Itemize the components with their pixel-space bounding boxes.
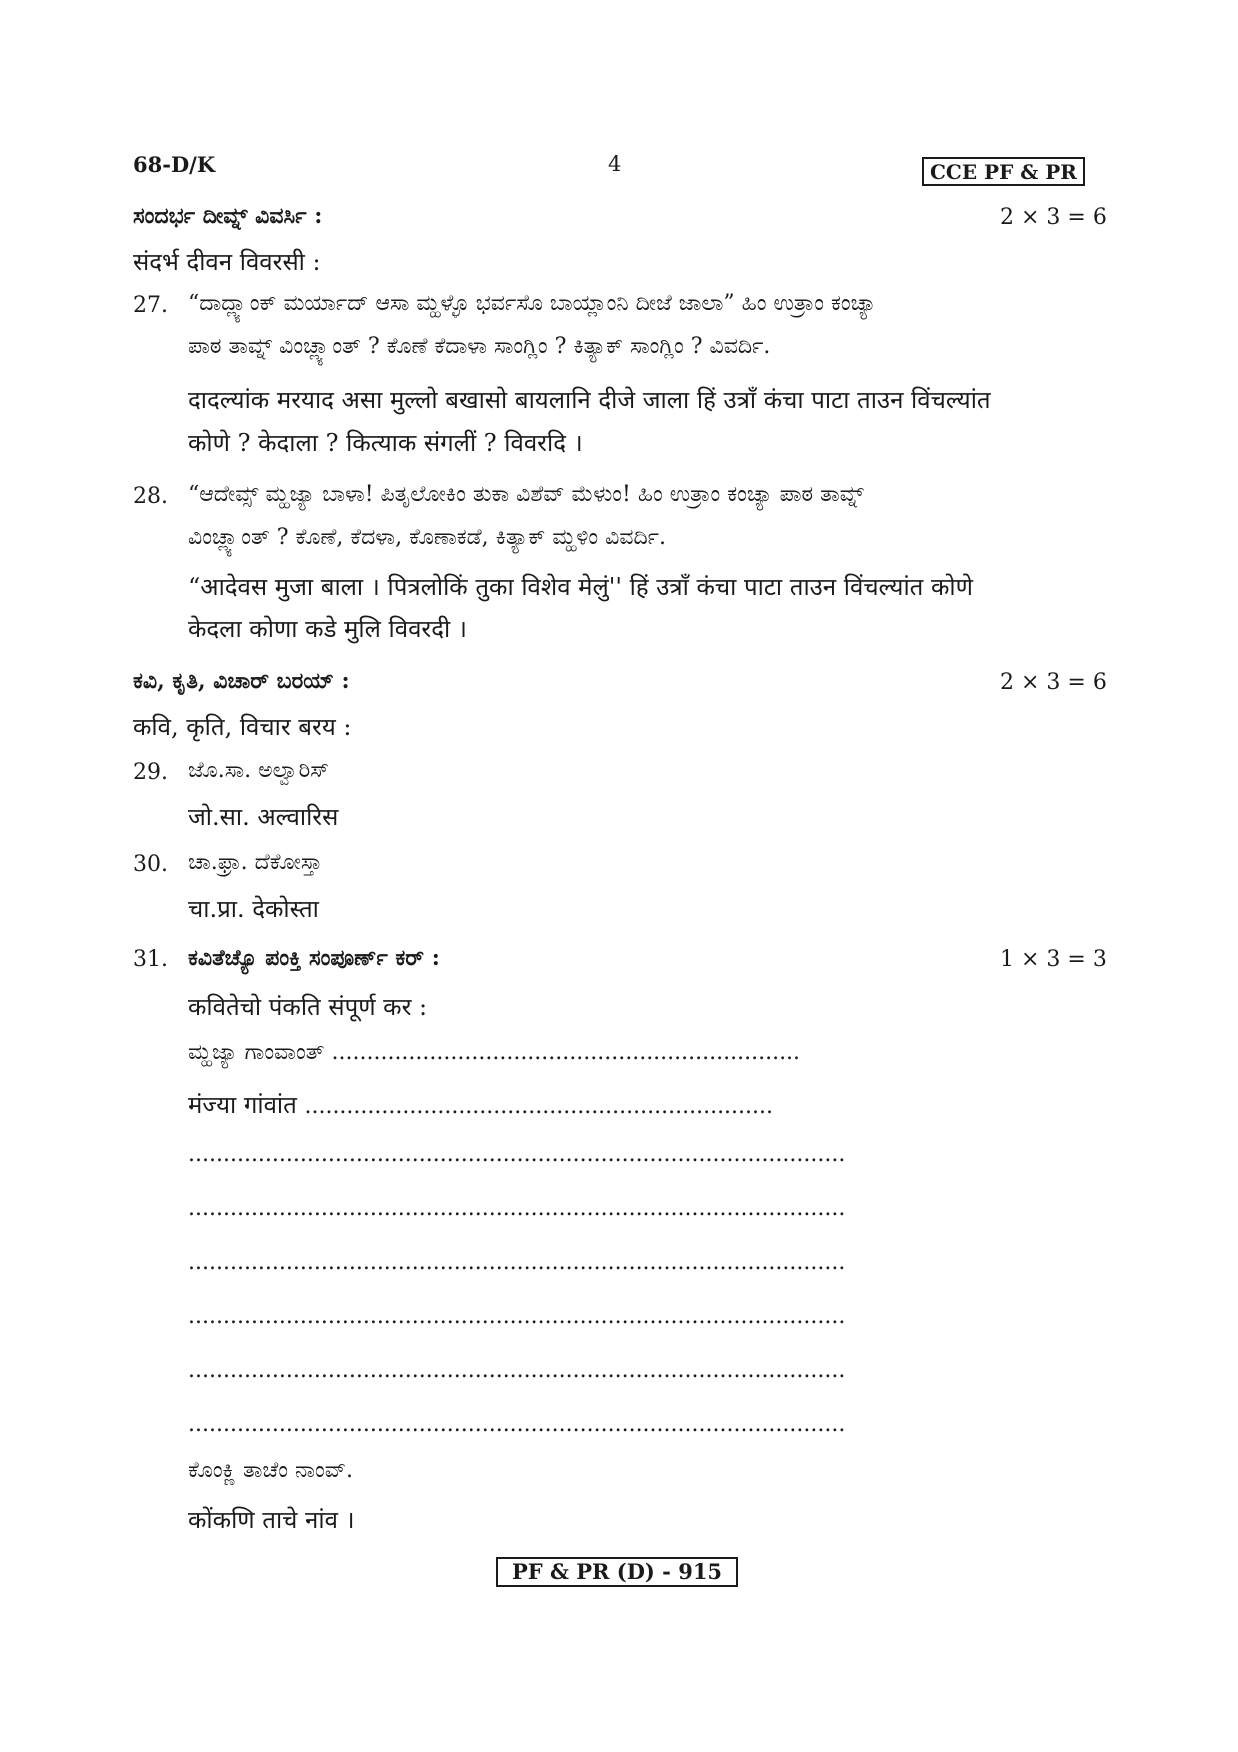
answer-blank: ...................................................................: [331, 1040, 801, 1065]
question-number: 27.: [133, 293, 168, 318]
question-number: 28.: [133, 484, 168, 509]
question-number: 29.: [133, 760, 168, 785]
question-text-kn: “ದಾದ್ಲ್ಯಾಂಕ್ ಮರ್ಯಾದ್ ಆಸಾ ಮ್ಹಳ್ಳೊ ಭರ್ವಸೊ ಬಾಯ್ಲಾಂನಿ ದೀಜೆ ಜಾಲಾ” ಹಿಂ ಉತ್ರಾಂ ಕಂಚ್ಯಾ: [188, 291, 877, 316]
question-number: 31.: [133, 947, 168, 972]
section-marks: 1 × 3 = 3: [1000, 947, 1107, 972]
page-number: 4: [608, 152, 622, 176]
section-marks: 2 × 3 = 6: [1000, 205, 1107, 230]
question-text-dev: “आदेवस मुजा बाला । पित्रलोकिं तुका विशेव मेलुं'' हिं उत्राँ कंचा पाटा ताउन विंचल्यांत कोणे: [188, 573, 973, 601]
exam-label-box: CCE PF & PR: [922, 157, 1085, 186]
answer-blank: ...................................................................: [304, 1094, 774, 1119]
question-text-dev: जो.सा. अल्वारिस: [188, 803, 339, 831]
section-heading-kn: ಸಂದರ್ಭ ದೀವ್ನ್ ವಿವರ್ಸಿ :: [133, 203, 323, 229]
section-heading-dev: कवि, कृति, विचार बरय :: [133, 713, 352, 741]
paper-code: 68-D/K: [133, 152, 216, 177]
question-text-kn: ವಿಂಚ್ಲ್ಯಾಂತ್ ? ಕೊಣೆ, ಕೆದಳಾ, ಕೊಣಾಕಡೆ, ಕಿತ್ಯಾಕ್ ಮ್ಹಳಿಂ ವಿವರ್ದಿ.: [188, 525, 667, 550]
question-text-kn: ಜೊ.ಸಾ. ಅಲ್ವಾರಿಸ್: [188, 758, 330, 783]
question-text-dev: कोणे ? केदाला ? कित्याक संगलीं ? विवरदि ।: [188, 429, 583, 457]
answer-blank: ..............................................................................................: [188, 1142, 846, 1167]
poem-line-text: ಮ್ಹಜ್ಯಾ ಗಾಂವಾಂತ್: [188, 1040, 325, 1065]
question-text-dev: दादल्यांक मरयाद असा मुल्लो बखासो बायलानि दीजे जाला हिं उत्राँ कंचा पाटा ताउन विंचल्यांत: [188, 386, 991, 414]
footer-code-box: PF & PR (D) - 915: [496, 1557, 738, 1587]
question-number: 30.: [133, 852, 168, 877]
section-heading-kn: ಕವಿತೆಚ್ಯೊ ಪಂಕ್ತಿ ಸಂಪೂರ್ಣ್ ಕರ್ :: [188, 945, 440, 971]
question-text-kn: ಪಾಠ ತಾವ್ನ್ ವಿಂಚ್ಲ್ಯಾಂತ್ ? ಕೊಣೆ ಕೆದಾಳಾ ಸಾಂಗ್ಲಿಂ ? ಕಿತ್ಯಾಕ್ ಸಾಂಗ್ಲಿಂ ? ವಿವರ್ದಿ.: [188, 334, 771, 359]
poem-end-kn: ಕೊಂಕ್ಣಿ ತಾಚೆಂ ನಾಂವ್.: [188, 1458, 354, 1483]
question-text-kn: ಚಾ.ಫ್ರಾ. ದೆಕೋಸ್ತಾ: [188, 850, 323, 875]
answer-blank: ..............................................................................................: [188, 1196, 846, 1221]
poem-line-dev: [188, 1088, 773, 1121]
section-marks: 2 × 3 = 6: [1000, 670, 1107, 695]
section-heading-dev: संदर्भ दीवन विवरसी :: [133, 248, 321, 276]
poem-end-dev: कोंकणि ताचे नांव ।: [188, 1506, 355, 1534]
poem-line-text: मंज्या गांवांत: [188, 1091, 297, 1119]
question-text-kn: “ಆದೇವ್ಸ್ ಮ್ಹಜ್ಯಾ ಬಾಳಾ! ಪಿತೃಲೋಕಿಂ ತುಕಾ ವಿಶೆವ್ ಮೆಳುಂ! ಹಿಂ ಉತ್ರಾಂ ಕಂಚ್ಯಾ ಪಾಠ ತಾವ್ನ್: [188, 482, 864, 507]
section-heading-dev: कवितेचो पंकति संपूर्ण कर :: [188, 993, 428, 1021]
answer-blank: ..............................................................................................: [188, 1250, 846, 1275]
poem-line-kn: [188, 1040, 800, 1065]
question-text-dev: केदला कोणा कडे मुलि विवरदी ।: [188, 615, 467, 643]
answer-blank: ..............................................................................................: [188, 1358, 846, 1383]
answer-blank: ..............................................................................................: [188, 1304, 846, 1329]
question-text-dev: चा.प्रा. देकोस्ता: [188, 895, 319, 923]
section-heading-kn: ಕವಿ, ಕೃತಿ, ವಿಚಾರ್ ಬರಯ್ :: [133, 668, 350, 694]
answer-blank: ..............................................................................................: [188, 1412, 846, 1437]
